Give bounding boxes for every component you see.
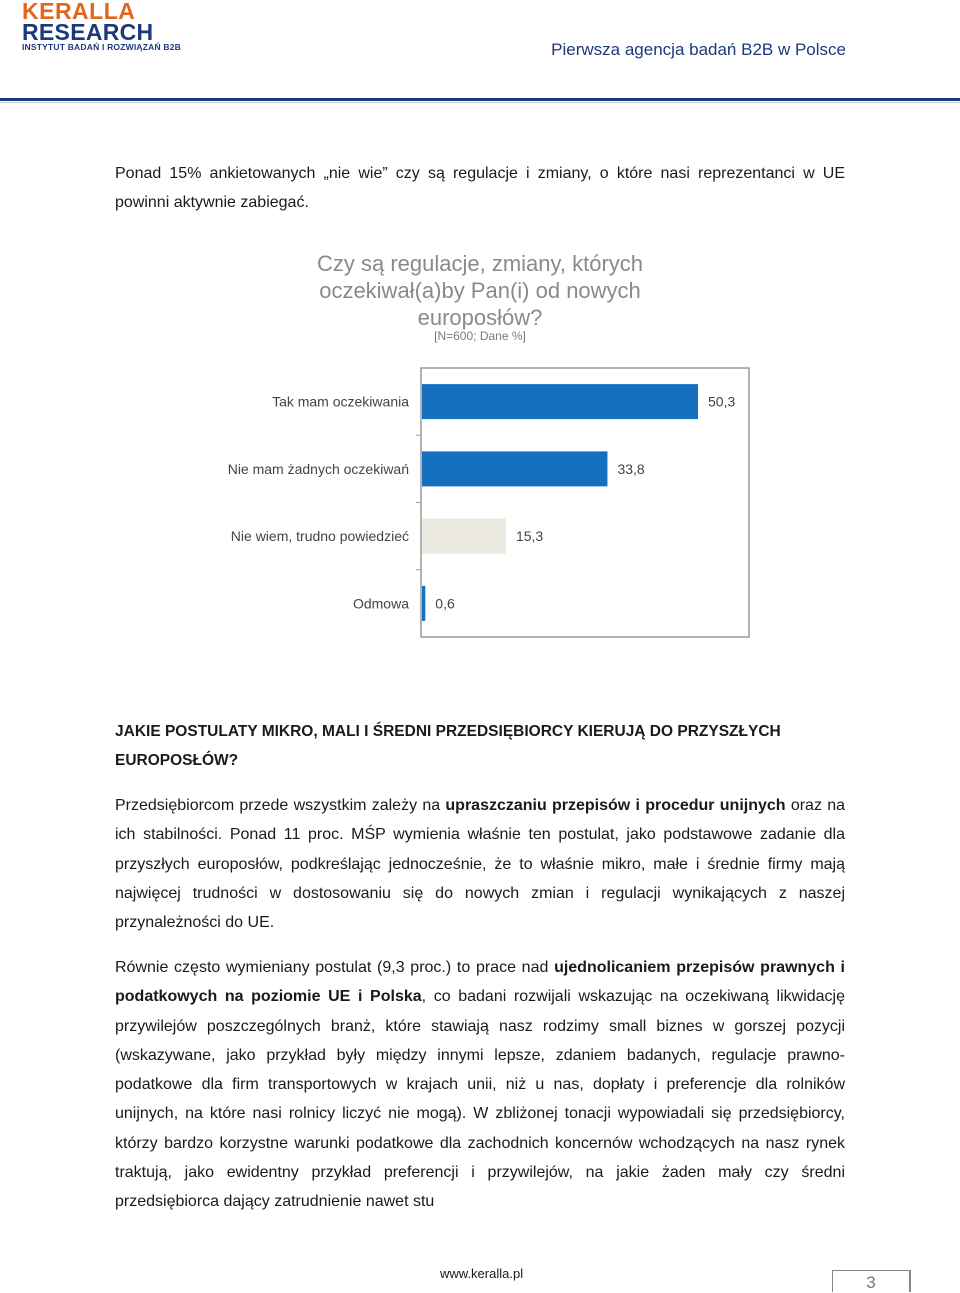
body-paragraph-2 [115,953,845,1217]
value-label: 50,3 [708,393,736,410]
bar-3 [422,519,506,554]
page-number-box [832,1270,911,1292]
bar-1 [422,384,698,419]
body-paragraph-1 [115,791,845,937]
section-heading-line-1: JAKIE POSTULATY MIKRO, MALI I ŚREDNI PRZEDSIĘBIORCY KIERUJĄ DO PRZYSZŁYCH [115,723,781,740]
bar-2 [422,451,607,486]
footer-url[interactable]: www.keralla.pl [440,1266,524,1281]
p2-text-start: Równie często wymieniany postulat (9,3 proc.) to prace nad [115,959,555,976]
p1-bold-text: upraszczaniu przepisów i procedur unijnych [445,797,786,814]
value-label: 15,3 [515,528,544,545]
category-label: Odmowa [352,595,409,612]
value-label: 33,8 [617,460,645,477]
logo-word-keralla: KERALLA [22,0,136,24]
logo-word-research: RESEARCH [22,19,154,45]
category-label: Nie mam żadnych oczekiwań [227,460,409,477]
p2-text-end: , co badani rozwijali wskazując na oczekiwaną likwidację przywilejów poszczególnych branż, które stawiają nasz rodzimy small biznes w gorszej pozycji (wskazywane, jako przykład były między innymi lepsze, zdaniem badanych, regulacje prawno-podatkowe dla firm transportowych w krajach unii, niż u nas, dopłaty i preferencje dla rolników unijnych, na które nasi rolnicy liczyć nie mogą). W zbliżonej tonacji wypowiadali się przedsiębiorcy, którzy bardzo korzystne warunki podatkowe dla zachodnich koncernów wchodzących na nasz rynek traktują, jako ewidentny przykład preferencji i przywilejów, na jakie żaden mały czy średni przedsiębiorca dający zatrudnienie nawet stu [115,988,845,1211]
value-label: 0,6 [435,595,455,612]
section-heading-line-2: EUROPOSŁÓW? [115,752,239,769]
section-heading [115,717,845,775]
bar-4 [422,586,425,621]
chart-title-line-1: Czy są regulacje, zmiany, których [316,251,644,276]
intro-line-1: Ponad 15% ankietowanych „nie wie” czy są regulacje i zmiany, o które nasi reprezentanci w UE [115,165,845,182]
page-number: 3 [866,1273,876,1292]
header-tagline: Pierwsza agencja badań B2B w Polsce [551,40,846,59]
chart-title-line-3: europosłów? [417,305,543,330]
intro-line-2: powinni aktywnie zabiegać. [115,194,309,212]
logo-tagline: INSTYTUT BADAŃ I ROZWIĄZAŃ B2B [22,42,181,52]
p1-text-start: Przedsiębiorcom przede wszystkim zależy na [115,797,446,814]
chart-subtitle: [N=600; Dane %] [434,329,526,343]
p1-text-end: oraz na ich stabilności. Ponad 11 proc. MŚP wymienia właśnie ten postulat, jako podstawowe zadanie dla przyszłych europosłów, podkreślając jednocześnie, że to właśnie mikro, małe i średnie firmy mają najwięcej trudności w dostosowaniu się do nowych zmian i regulacji wynikających z naszej przynależności do UE. [115,797,846,932]
category-label: Nie wiem, trudno powiedzieć [230,528,409,545]
p2-bold-text: ujednolicaniem przepisów prawnych i podatkowych na poziomie UE i Polska [115,959,846,1006]
category-label: Tak mam oczekiwania [272,393,409,410]
chart-title-line-2: oczekiwał(a)by Pan(i) od nowych [319,278,641,303]
